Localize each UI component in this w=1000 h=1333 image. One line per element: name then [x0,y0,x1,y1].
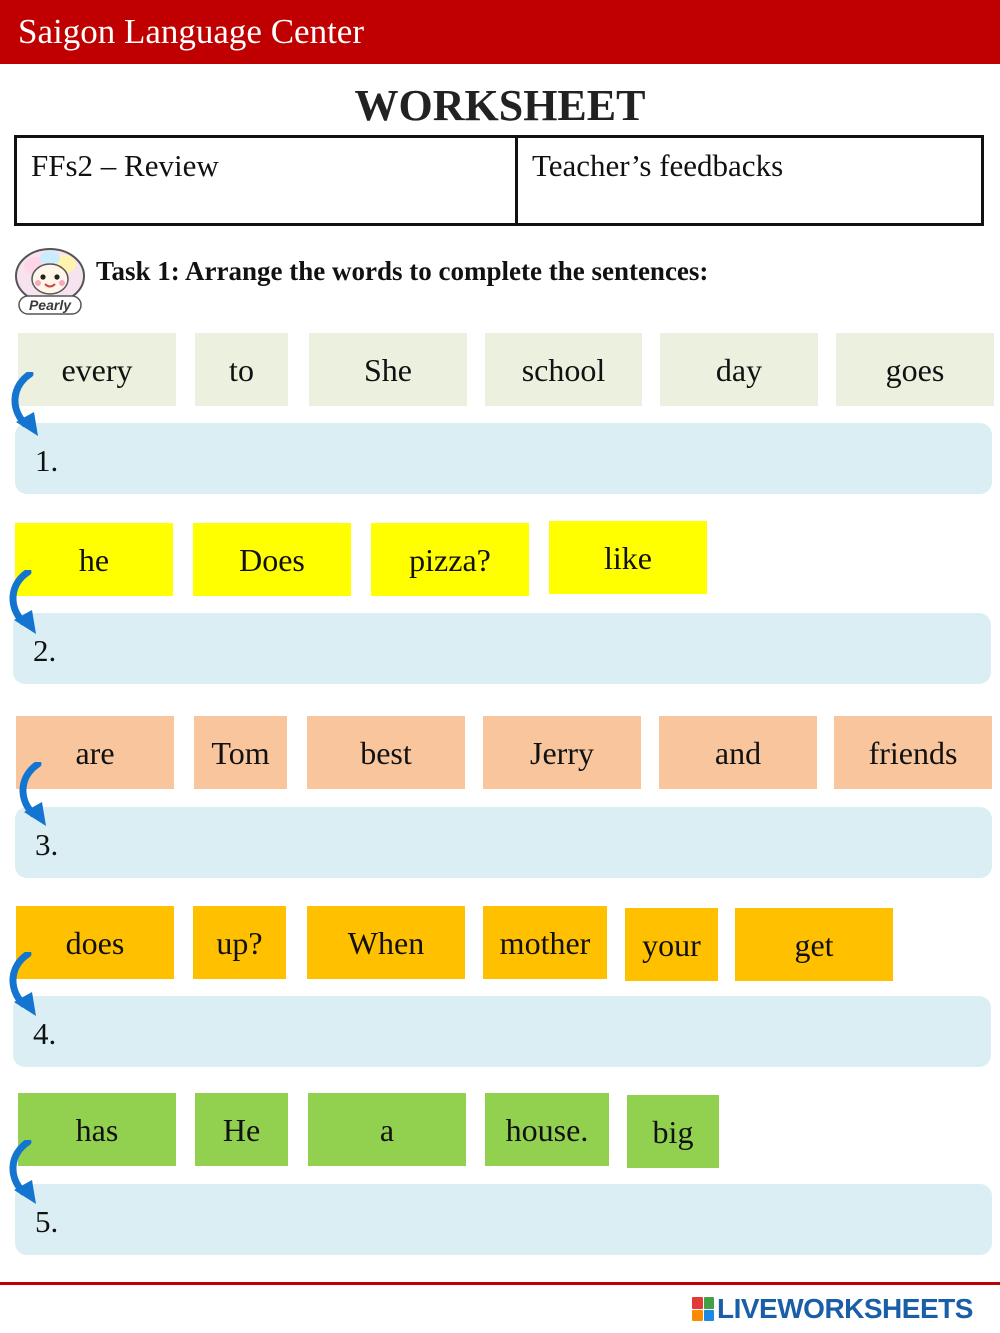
word-chip[interactable]: Jerry [483,716,641,789]
pearly-mascot-icon [12,244,88,316]
answer-number: 5. [35,1204,59,1239]
course-cell [17,138,518,223]
word-chip[interactable]: and [659,716,817,789]
word-chip[interactable]: has [18,1093,176,1166]
word-chip[interactable]: best [307,716,465,789]
word-chip[interactable]: pizza? [371,523,529,596]
word-chip[interactable]: He [195,1093,288,1166]
answer-box-5[interactable] [15,1184,992,1255]
info-table [14,135,984,226]
school-name: Saigon Language Center [18,12,365,51]
feedback-label: Teacher’s feedbacks [532,148,784,183]
word-chip[interactable]: your [625,908,718,981]
word-chip[interactable]: When [307,906,465,979]
word-chip[interactable]: does [16,906,174,979]
answer-box-3[interactable] [15,807,992,878]
word-chip[interactable]: like [549,521,707,594]
curved-arrow-icon [8,372,44,442]
curved-arrow-icon [16,762,52,832]
word-chip[interactable]: a [308,1093,466,1166]
word-chip[interactable]: big [627,1095,719,1168]
mascot-label: Pearly [28,297,72,313]
feedback-cell [518,138,981,223]
liveworksheets-logo[interactable] [692,1293,973,1325]
word-chip[interactable]: house. [485,1093,609,1166]
word-chip[interactable]: up? [193,906,286,979]
worksheet-title: WORKSHEET [354,81,646,130]
footer-divider [0,1282,1000,1285]
word-chip[interactable]: mother [483,906,607,979]
answer-box-4[interactable] [13,996,991,1067]
answer-number: 2. [33,633,57,668]
answer-number: 1. [35,443,59,478]
word-chip[interactable]: every [18,333,176,406]
word-chip[interactable]: friends [834,716,992,789]
word-chip[interactable]: get [735,908,893,981]
curved-arrow-icon [6,570,42,640]
header-bar [0,0,1000,64]
word-chip[interactable]: school [485,333,642,406]
word-chip[interactable]: Does [193,523,351,596]
answer-box-1[interactable] [15,423,992,494]
word-chip[interactable]: to [195,333,288,406]
word-chip[interactable]: he [15,523,173,596]
word-chip[interactable]: are [16,716,174,789]
curved-arrow-icon [6,1140,42,1210]
answer-box-2[interactable] [13,613,991,684]
word-chip[interactable]: She [309,333,467,406]
answer-number: 3. [35,827,59,862]
brand-text: LIVEWORKSHEETS [717,1293,973,1324]
liveworksheets-icon [692,1297,714,1321]
course-label: FFs2 – Review [31,148,219,183]
word-chip[interactable]: day [660,333,818,406]
task-instruction: Task 1: Arrange the words to complete the sentences: [96,256,709,286]
word-chip[interactable]: Tom [194,716,287,789]
curved-arrow-icon [6,952,42,1022]
word-chip[interactable]: goes [836,333,994,406]
answer-number: 4. [33,1016,57,1051]
